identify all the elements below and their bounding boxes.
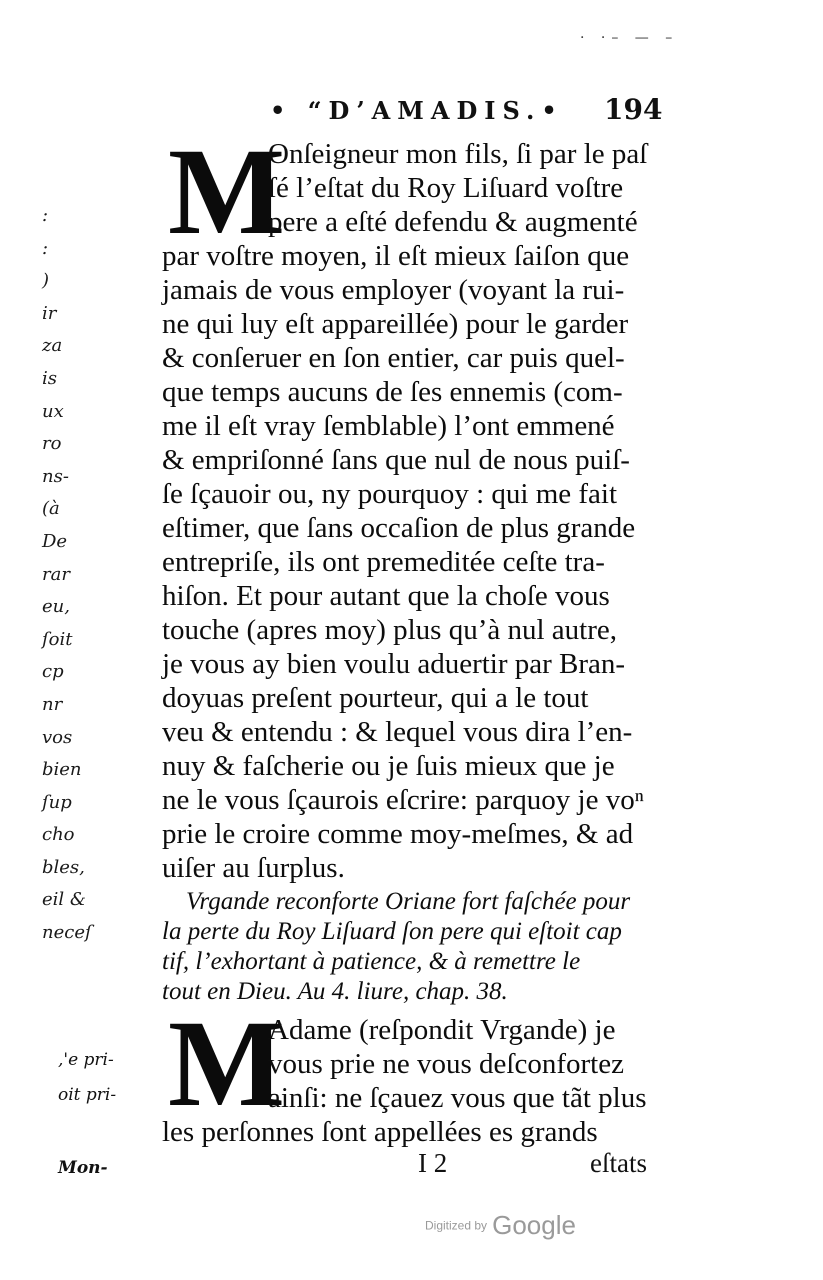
watermark [425, 1210, 576, 1241]
bleed-fragment: za [42, 335, 63, 357]
catchword: eſtats [590, 1148, 647, 1178]
text-line: Adame (reſpondit Vrgande) je [268, 1014, 616, 1046]
bleed-fragment: ir [42, 302, 57, 324]
text-line: touche (apres moy) plus qu’à nul autre, [162, 614, 617, 646]
text-line: les perſonnes ſont appellées es grands [162, 1116, 598, 1148]
bleed-fragment: De [42, 530, 68, 552]
text-line: eſtimer, que ſans occaſion de plus grande [162, 512, 636, 544]
text-line: vous prie ne vous deſconfortez [268, 1048, 624, 1080]
text-line: ſé l’eſtat du Roy Liſuard voſtre [268, 172, 624, 204]
text-line: uiſer au ſurplus. [162, 852, 345, 884]
bleed-fragment: cho [42, 824, 75, 846]
chapter-heading-line: tif, l’exhortant à patience, & à remettre le [162, 948, 581, 975]
page-number: 194 [604, 93, 663, 126]
bleed-fragment: bien [42, 759, 82, 781]
text-line: hiſon. Et pour autant que la choſe vous [162, 580, 610, 612]
chapter-heading-line: la perte du Roy Liſuard ſon pere qui eſtoit cap [162, 918, 622, 945]
text-line: nuy & faſcherie ou je ſuis mieux que je [162, 750, 615, 782]
bleed-fragment: ro [42, 433, 62, 455]
drop-cap: M [168, 995, 286, 1132]
bleed-fragment: Mon- [58, 1158, 108, 1178]
bleed-fragment: cp [42, 661, 64, 683]
bleed-fragment: neceſ [42, 922, 92, 944]
running-head: • “D’AMADIS.• [270, 96, 564, 125]
bleed-fragment: ux [42, 400, 64, 422]
text-line: ne qui luy eſt appareillée) pour le garder [162, 308, 629, 340]
text-line: entrepriſe, ils ont premeditée ceſte tra- [162, 546, 605, 578]
text-line: prie le croire comme moy-meſmes, & ad [162, 818, 634, 850]
text-line: ſe ſçauoir ou, ny pourquoy : qui me fait [162, 478, 618, 510]
text-line: Onſeigneur mon fils, ſi par le paſ [268, 138, 648, 170]
bleed-fragment: oit pri- [58, 1085, 117, 1105]
text-line: & empriſonné ſans que nul de nous puiſ- [162, 444, 630, 476]
text-line: me il eſt vray ſemblable) l’ont emmené [162, 410, 615, 442]
text-line: jamais de vous employer (voyant la rui- [162, 274, 625, 306]
google-logo-text: Google [492, 1210, 576, 1240]
text-line: doyuas preſent pourteur, qui a le tout [162, 682, 589, 714]
left-page-bleed [42, 200, 122, 950]
text-line: veu & entendu : & lequel vous dira l’en- [162, 716, 633, 748]
bleed-fragment: : [42, 237, 49, 259]
bleed-fragment: ) [42, 270, 50, 292]
watermark-prefix: Digitized by [425, 1218, 488, 1233]
chapter-heading-line: tout en Dieu. Au 4. liure, chap. 38. [162, 978, 508, 1005]
drop-cap: M [168, 123, 286, 260]
text-line: ainſi: ne ſçauez vous que tãt plus [268, 1082, 647, 1114]
bleed-fragment: bles, [42, 856, 85, 878]
bleed-fragment: ſoit [42, 628, 73, 650]
bleed-fragment: : [42, 205, 49, 226]
bleed-fragment: nr [42, 693, 63, 715]
bleed-fragment: eil & [42, 889, 86, 911]
text-line: je vous ay bien voulu aduertir par Bran- [162, 648, 626, 680]
bleed-fragment: is [42, 367, 57, 389]
text-line: par voſtre moyen, il eſt mieux ſaiſon que [162, 240, 630, 272]
text-line: & conſeruer en ſon entier, car puis quel- [162, 342, 625, 374]
signature-mark: I 2 [418, 1148, 448, 1178]
bleed-fragment: eu, [42, 596, 70, 618]
bleed-fragment: ,'e pri- [58, 1050, 114, 1070]
text-line: pere a eſté defendu & augmenté [268, 206, 638, 238]
chapter-heading-line: Vrgande reconforte Oriane fort faſchée pour [186, 888, 631, 915]
scan-marks: · ·– — – [580, 30, 679, 46]
bleed-fragment: (à [42, 498, 60, 520]
bleed-fragment: rar [42, 563, 70, 585]
bleed-fragment: vos [42, 726, 73, 748]
bleed-fragment: ns- [42, 465, 69, 487]
text-line: que temps aucuns de ſes ennemis (com- [162, 376, 623, 408]
bleed-fragment: ſup [42, 791, 72, 813]
text-line: ne le vous ſçaurois eſcrire: parquoy je voⁿ [162, 784, 644, 816]
